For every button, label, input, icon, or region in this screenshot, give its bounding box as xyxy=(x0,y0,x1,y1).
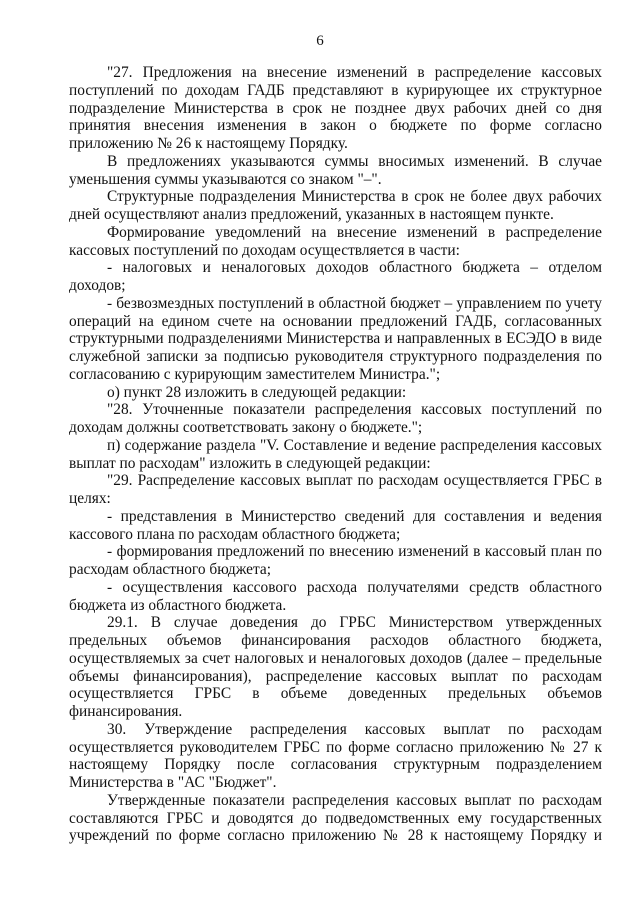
list-item-gratuitous-receipts: - безвозмездных поступлений в областной бюджет – управлением по учету операций на едином счете на основании предложений ГАДБ, согласованных структурными подразделениями Министерства и направленных в ЕСЭДО в виде служебной записки за подписью руководителя структурного подразделения по согласованию с курирующим заместителем Министра."; xyxy=(69,294,602,383)
list-item-cash-expense: - осуществления кассового расхода получателями средств областного бюджета из областного бюджета. xyxy=(69,578,602,614)
document-body xyxy=(69,64,602,845)
list-item-tax-revenues: - налоговых и неналоговых доходов областного бюджета – отделом доходов; xyxy=(69,259,602,294)
paragraph-29: "29. Распределение кассовых выплат по расходам осуществляется ГРБС в целях: xyxy=(69,472,602,507)
paragraph-28: "28. Уточненные показатели распределения кассовых поступлений по доходам должны соответствовать закону о бюджете."; xyxy=(69,401,602,436)
paragraph-amounts-note: В предложениях указываются суммы вносимых изменений. В случае уменьшения суммы указываются со знаком "–". xyxy=(69,152,602,188)
paragraph-29-1: 29.1. В случае доведения до ГРБС Министерством утвержденных предельных объемов финансирования расходов областного бюджета, осуществляемых за счет налоговых и неналоговых доходов (далее – предельные объемы финансирования), распределение кассовых выплат по расходам осуществляется ГРБС в объеме доведенных предельных объемов финансирования. xyxy=(69,614,602,720)
paragraph-amendment-p: п) содержание раздела "V. Составление и ведение распределения кассовых выплат по расходам" изложить в следующей редакции: xyxy=(69,436,602,472)
list-item-proposals: - формирования предложений по внесению изменений в кассовый план по расходам областного бюджета; xyxy=(69,543,602,578)
paragraph-analysis: Структурные подразделения Министерства в срок не более двух рабочих дней осуществляют анализ предложений, указанных в настоящем пункте. xyxy=(69,188,602,223)
paragraph-30: 30. Утверждение распределения кассовых выплат по расходам осуществляется руководителем ГРБС по форме согласно приложению № 27 к настоящему Порядку после согласования структурным подразделением Министерства в "АС "Бюджет". xyxy=(69,720,602,791)
paragraph-notification-forming: Формирование уведомлений на внесение изменений в распределение кассовых поступлений по доходам осуществляется в части: xyxy=(69,223,602,259)
paragraph-amendment-o: о) пункт 28 изложить в следующей редакции: xyxy=(107,383,407,401)
paragraph-27: "27. Предложения на внесение изменений в распределение кассовых поступлений по доходам ГАДБ представляют в курирующее их структурное подразделение Министерства в срок не позднее двух рабочих дней со дня принятия внесения изменения в закон о бюджете по форме согласно приложению № 26 к настоящему Порядку. xyxy=(69,64,602,152)
paragraph-approved-indicators: Утвержденные показатели распределения кассовых выплат по расходам составляются ГРБС и доводятся до подведомственных ему государственных учреждений по форме согласно приложению № 28 к настоящему Порядку и xyxy=(69,791,602,845)
page-number: 6 xyxy=(316,33,324,49)
list-item-cash-plan: - представления в Министерство сведений для составления и ведения кассового плана по расходам областного бюджета; xyxy=(69,507,602,543)
